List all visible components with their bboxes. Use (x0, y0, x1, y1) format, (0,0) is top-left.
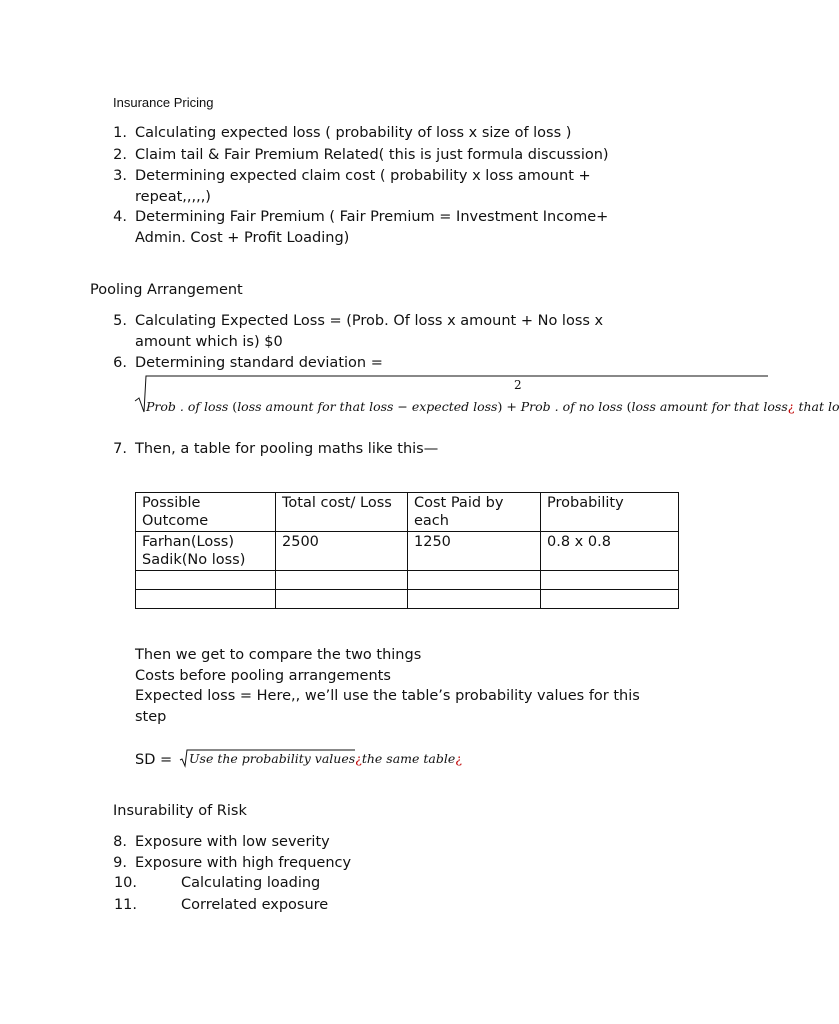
paragraph-line: Costs before pooling arrangements (135, 667, 391, 684)
formula-term: + Prob . of no loss (506, 399, 623, 414)
table-cell (541, 571, 679, 590)
table-cell (136, 532, 276, 571)
formula-error-mark: ¿ (355, 751, 362, 766)
cell-line: Farhan(Loss) (142, 534, 234, 550)
table-header-cell (541, 493, 679, 532)
formula-term: Use the probability values (189, 751, 356, 766)
table-cell (276, 590, 408, 609)
formula-term: Prob . of loss (146, 399, 229, 414)
list-number: 4. (113, 209, 127, 225)
table-row (136, 532, 679, 571)
list-text: repeat,,,,,) (135, 189, 211, 205)
paragraph-line: step (135, 708, 167, 725)
formula-term: − expected loss (397, 399, 498, 414)
list-number: 3. (113, 168, 127, 184)
table-row (136, 590, 679, 609)
table-cell (136, 590, 276, 609)
pooling-table (135, 492, 679, 609)
list-text: Claim tail & Fair Premium Related( this is just formula discussion) (135, 147, 609, 163)
paragraph-line: Expected loss = Here,, we’ll use the table’s probability values for this (135, 688, 640, 704)
formula-term: loss amount for that loss (237, 399, 394, 414)
cell-line: 0.8 x 0.8 (547, 534, 611, 550)
formula-term: the same table (361, 751, 456, 766)
pooling-heading: Pooling Arrangement (90, 282, 243, 298)
table-header-row (136, 493, 679, 532)
table-cell (408, 532, 541, 571)
cell-line: each (414, 513, 449, 529)
formula-body: Prob . of loss (loss amount for that loss − expected loss) + Prob . of no loss (loss amount for that loss¿ that lo (146, 399, 839, 414)
formula-error-mark: ¿ (455, 751, 462, 766)
cell-line: Cost Paid by (414, 495, 504, 511)
list-text: Admin. Cost + Profit Loading) (135, 230, 350, 246)
list-text: Calculating expected loss ( probability of loss x size of loss ) (135, 125, 572, 141)
list-text: Exposure with low severity (135, 834, 330, 850)
formula-term: that lo (798, 399, 839, 414)
formula-term: loss amount for that loss (631, 399, 788, 414)
list-text: Determining expected claim cost ( probability x loss amount + (135, 168, 591, 184)
list-text: Determining standard deviation = (135, 355, 383, 371)
list-number: 9. (113, 855, 127, 871)
list-text: Correlated exposure (181, 897, 329, 913)
cell-line: Sadik(No loss) (142, 552, 246, 568)
paragraph-line: Then we get to compare the two things (135, 647, 422, 663)
table-cell (276, 571, 408, 590)
list-number: 11. (113, 897, 137, 913)
table-header-cell (136, 493, 276, 532)
table-cell (541, 532, 679, 571)
list-number: 1. (113, 125, 127, 141)
table-cell (136, 571, 276, 590)
list-text: Calculating loading (181, 875, 321, 891)
formula-error-mark: ¿ (787, 399, 795, 414)
list-text: Then, a table for pooling maths like this— (135, 441, 439, 457)
cell-line: Possible (142, 495, 201, 511)
list-number: 10. (113, 875, 137, 891)
table-cell (408, 590, 541, 609)
list-number: 6. (113, 355, 127, 371)
cell-line: Total cost/ Loss (282, 495, 392, 511)
cell-line: Probability (547, 495, 624, 511)
table-cell (276, 532, 408, 571)
list-number: 2. (113, 147, 127, 163)
table-cell (408, 571, 541, 590)
table-header-cell (276, 493, 408, 532)
list-number: 8. (113, 834, 127, 850)
insurability-heading: Insurability of Risk (113, 803, 247, 819)
sd2-formula (189, 751, 462, 766)
list-number: 5. (113, 313, 127, 329)
list-text: Exposure with high frequency (135, 855, 352, 871)
cell-line: Outcome (142, 513, 209, 529)
sd-label: SD = (135, 752, 173, 768)
table-cell (541, 590, 679, 609)
cell-line: 1250 (414, 534, 451, 550)
list-text: Determining Fair Premium ( Fair Premium = Investment Income+ (135, 209, 609, 225)
formula-exponent: 2 (514, 378, 522, 392)
page-title: Insurance Pricing (113, 95, 214, 110)
cell-line: 2500 (282, 534, 319, 550)
table-row (136, 571, 679, 590)
list-text: Calculating Expected Loss = (Prob. Of loss x amount + No loss x (135, 313, 604, 329)
compare-paragraph (135, 645, 640, 727)
list-text: amount which is) $0 (135, 334, 283, 350)
table-header-cell (408, 493, 541, 532)
list-number: 7. (113, 441, 127, 457)
